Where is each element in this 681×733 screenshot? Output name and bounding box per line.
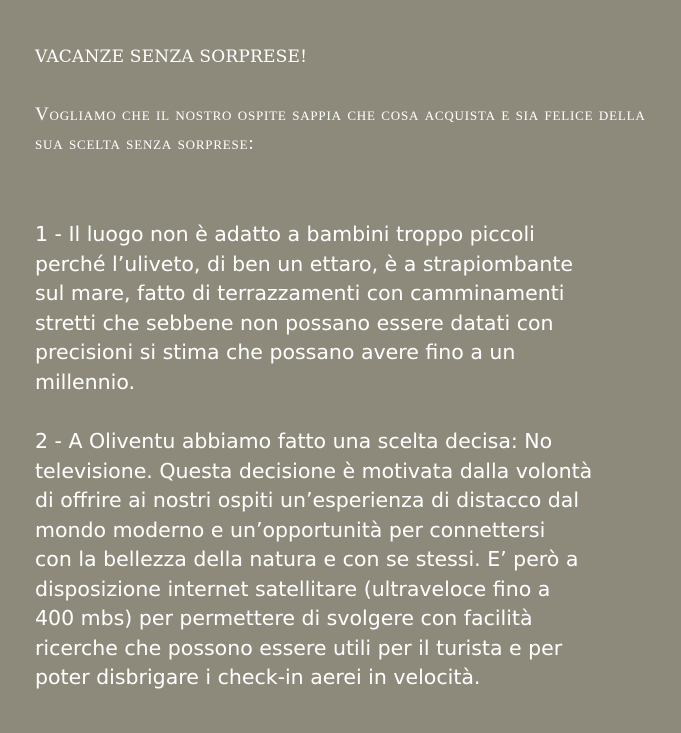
panel-heading: VACANZE SENZA SORPRESE!: [35, 47, 308, 67]
point-item-2: 2 - A Oliventu abbiamo fatto una scelta decisa: No televisione. Questa decisione è motivata dalla volontà di offrire ai nostri ospiti un’esperienza di distacco dal mondo moderno e un’opportunità per connettersi con la bellezza della natura e con se stessi. E’ però a disposizione internet satellitare (ultraveloce fino a 400 mbs) per permettere di svolgere con facilità ricerche che possono essere utili per il turista e per poter disbrigare i check-in aerei in velocità.: [35, 429, 593, 689]
intro-text: Vogliamo che il nostro ospite sappia che cosa acquista e sia felice della sua scelta senza sorprese:: [35, 104, 646, 154]
point-item-1: 1 - Il luogo non è adatto a bambini troppo piccoli perché l’uliveto, di ben un ettaro, è a strapiombante sul mare, fatto di terrazzamenti con camminamenti stretti che sebbene non possano essere datati con precisioni si stima che possano avere fino a un millennio.: [35, 222, 573, 394]
